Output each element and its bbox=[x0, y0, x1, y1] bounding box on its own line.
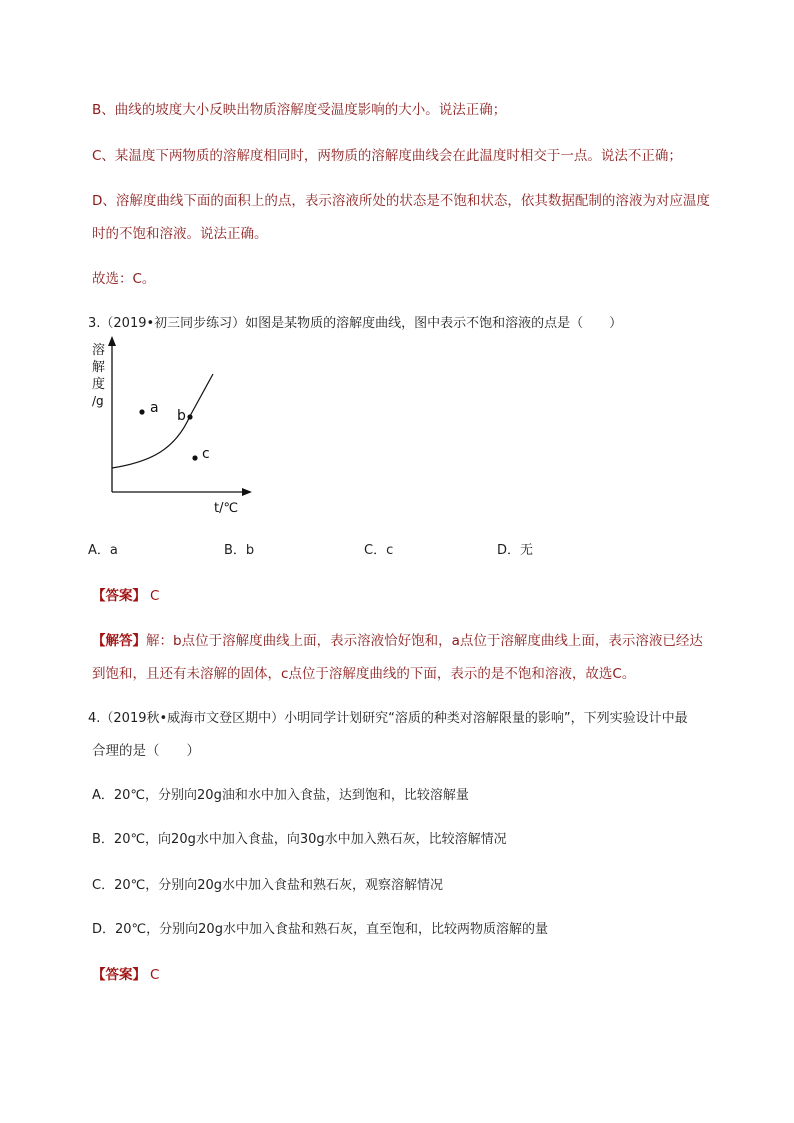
explanation-tag: 【解答】 bbox=[92, 633, 146, 649]
answer-value: C bbox=[150, 967, 160, 983]
answer-tag: 【答案】 bbox=[92, 967, 146, 983]
y-axis-label-1: 溶 bbox=[92, 343, 106, 358]
question-4-answer bbox=[92, 965, 159, 985]
question-3-explanation-line1 bbox=[92, 631, 703, 651]
y-axis-label-3: 度 bbox=[92, 377, 106, 392]
point-a-label: a bbox=[150, 400, 159, 416]
point-c bbox=[192, 455, 197, 460]
y-axis-label-4: /g bbox=[92, 394, 104, 408]
analysis-option-d-line2: 时的不饱和溶液。说法正确。 bbox=[92, 226, 268, 242]
analysis-option-d-line1: D、溶解度曲线下面的面积上的点，表示溶液所处的状态是不饱和状态，依其数据配制的溶液为对应温度 bbox=[92, 193, 710, 209]
answer-tag: 【答案】 bbox=[92, 588, 146, 604]
point-b bbox=[187, 414, 192, 419]
point-c-label: c bbox=[202, 446, 210, 462]
question-3-option-a: A．a bbox=[88, 543, 118, 558]
question-3-option-c: C．c bbox=[364, 543, 394, 558]
analysis-option-b: B、曲线的坡度大小反映出物质溶解度受温度影响的大小。说法正确； bbox=[92, 102, 507, 118]
question-3-option-d: D．无 bbox=[497, 543, 534, 558]
explanation-text-1: 解：b点位于溶解度曲线上面，表示溶液恰好饱和，a点位于溶解度曲线上面，表示溶液已经达 bbox=[146, 633, 703, 649]
solubility-curve bbox=[112, 374, 213, 468]
analysis-option-c: C、某温度下两物质的溶解度相同时，两物质的溶解度曲线会在此温度时相交于一点。说法不正确； bbox=[92, 148, 682, 164]
point-a bbox=[139, 409, 144, 414]
question-4-stem-line2: 合理的是（ ） bbox=[92, 743, 200, 759]
question-3-option-b: B．b bbox=[224, 543, 255, 558]
analysis-conclusion: 故选：C。 bbox=[92, 271, 156, 287]
point-b-label: b bbox=[177, 408, 186, 424]
y-axis-arrow-icon bbox=[108, 336, 116, 346]
question-4-stem-line1: 4.（2019秋•威海市文登区期中）小明同学计划研究“溶质的种类对溶解限量的影响”，下列实验设计中最 bbox=[88, 711, 688, 726]
question-4-option-d: D．20℃，分别向20g水中加入食盐和熟石灰，直至饱和，比较两物质溶解的量 bbox=[92, 922, 548, 937]
answer-value: C bbox=[150, 588, 160, 604]
question-3-answer bbox=[92, 586, 159, 606]
question-3-explanation-line2: 到饱和，且还有未溶解的固体，c点位于溶解度曲线的下面，表示的是不饱和溶液，故选C。 bbox=[92, 666, 636, 682]
x-axis-arrow-icon bbox=[242, 488, 252, 496]
y-axis-label-2: 解 bbox=[92, 360, 106, 375]
question-3-stem: 3.（2019•初三同步练习）如图是某物质的溶解度曲线，图中表示不饱和溶液的点是（ ） bbox=[88, 316, 623, 331]
x-axis-label: t/℃ bbox=[214, 501, 239, 516]
question-4-option-b: B．20℃，向20g水中加入食盐，向30g水中加入熟石灰，比较溶解情况 bbox=[92, 832, 507, 847]
question-4-option-a: A．20℃，分别向20g油和水中加入食盐，达到饱和，比较溶解量 bbox=[92, 788, 469, 803]
solubility-curve-figure bbox=[80, 330, 270, 520]
question-4-option-c: C．20℃，分别向20g水中加入食盐和熟石灰，观察溶解情况 bbox=[92, 878, 444, 893]
